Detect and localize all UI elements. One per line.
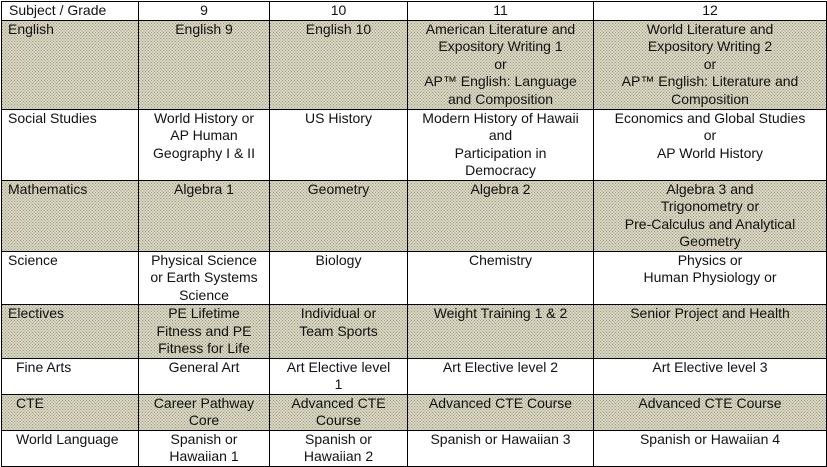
- table-row: [2, 109, 827, 180]
- subject-cell: English: [2, 20, 139, 109]
- subject-cell: Fine Arts: [2, 358, 139, 394]
- grade-11-cell: Algebra 2: [408, 180, 594, 251]
- subject-cell: Social Studies: [2, 109, 139, 180]
- grade-11-cell: American Literature and Expository Writing 1 or AP™ English: Language and Composition: [408, 20, 594, 109]
- subject-grade-header: Subject / Grade: [2, 2, 139, 21]
- grade-12-header: 12: [594, 2, 827, 21]
- grade-11-cell: Art Elective level 2: [408, 358, 594, 394]
- grade-9-cell: World History or AP Human Geography I & II: [139, 109, 270, 180]
- grade-11-cell: Modern History of Hawaii and Participation in Democracy: [408, 109, 594, 180]
- table-row: [2, 180, 827, 251]
- table-row: [2, 305, 827, 359]
- table-row: [2, 430, 827, 466]
- grade-11-cell: Chemistry: [408, 251, 594, 305]
- grade-11-cell: Spanish or Hawaiian 3: [408, 430, 594, 466]
- grade-11-cell: Weight Training 1 & 2: [408, 305, 594, 359]
- course-sequence-table: [1, 1, 827, 467]
- course-table-wrapper: [1, 1, 827, 467]
- grade-9-cell: Algebra 1: [139, 180, 270, 251]
- subject-cell: CTE: [2, 394, 139, 430]
- table-row: [2, 251, 827, 305]
- subject-cell: Electives: [2, 305, 139, 359]
- table-row: [2, 20, 827, 109]
- grade-9-header: 9: [139, 2, 270, 21]
- header-row: [2, 2, 827, 21]
- grade-12-cell: World Literature and Expository Writing 2 or AP™ English: Literature and Composition: [594, 20, 827, 109]
- grade-12-cell: Economics and Global Studies or AP World History: [594, 109, 827, 180]
- grade-9-cell: PE Lifetime Fitness and PE Fitness for Life: [139, 305, 270, 359]
- grade-10-cell: Geometry: [270, 180, 408, 251]
- grade-12-cell: Art Elective level 3: [594, 358, 827, 394]
- grade-10-cell: Biology: [270, 251, 408, 305]
- grade-9-cell: General Art: [139, 358, 270, 394]
- grade-9-cell: Spanish or Hawaiian 1: [139, 430, 270, 466]
- grade-12-cell: Senior Project and Health: [594, 305, 827, 359]
- grade-11-header: 11: [408, 2, 594, 21]
- grade-11-cell: Advanced CTE Course: [408, 394, 594, 430]
- grade-10-cell: US History: [270, 109, 408, 180]
- table-row: [2, 394, 827, 430]
- subject-cell: World Language: [2, 430, 139, 466]
- grade-10-cell: Spanish or Hawaiian 2: [270, 430, 408, 466]
- table-row: [2, 358, 827, 394]
- subject-cell: Science: [2, 251, 139, 305]
- grade-10-cell: Individual or Team Sports: [270, 305, 408, 359]
- grade-10-header: 10: [270, 2, 408, 21]
- grade-12-cell: Advanced CTE Course: [594, 394, 827, 430]
- grade-9-cell: Physical Science or Earth Systems Science: [139, 251, 270, 305]
- subject-cell: Mathematics: [2, 180, 139, 251]
- grade-12-cell: Physics or Human Physiology or: [594, 251, 827, 305]
- grade-10-cell: English 10: [270, 20, 408, 109]
- grade-12-cell: Algebra 3 and Trigonometry or Pre-Calculus and Analytical Geometry: [594, 180, 827, 251]
- grade-9-cell: Career Pathway Core: [139, 394, 270, 430]
- grade-9-cell: English 9: [139, 20, 270, 109]
- grade-10-cell: Advanced CTE Course: [270, 394, 408, 430]
- grade-10-cell: Art Elective level 1: [270, 358, 408, 394]
- grade-12-cell: Spanish or Hawaiian 4: [594, 430, 827, 466]
